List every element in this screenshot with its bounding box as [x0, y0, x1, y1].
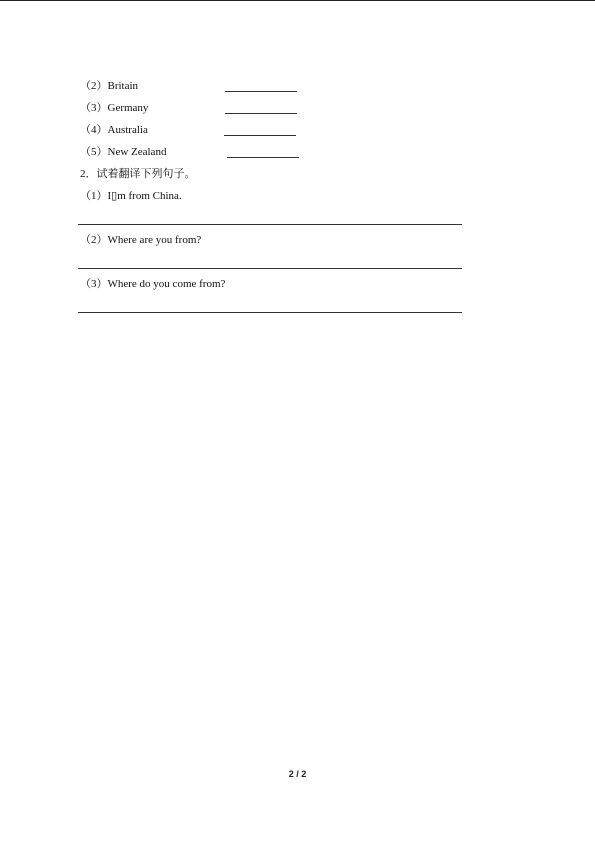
item-number: （1）: [80, 190, 108, 202]
item-text: Australia: [107, 124, 148, 136]
answer-blank-new-zealand[interactable]: [227, 157, 299, 158]
answer-line-3[interactable]: [78, 312, 462, 313]
item-text: New Zealand: [107, 146, 167, 158]
item-number: （5）: [80, 146, 108, 158]
page-top-border: [0, 0, 595, 1]
sentence-3: [80, 278, 225, 291]
item-australia: [80, 124, 148, 137]
item-number: （4）: [80, 124, 108, 136]
sentence-1: [80, 190, 182, 203]
item-britain: [80, 80, 138, 93]
sentence-2: [80, 234, 201, 247]
item-text: Germany: [107, 102, 149, 114]
item-new-zealand: [80, 146, 166, 159]
item-number: （2）: [80, 234, 108, 246]
answer-blank-australia[interactable]: [224, 135, 296, 136]
item-number: （3）: [80, 102, 108, 114]
section-heading: 2．试着翻译下列句子。: [80, 168, 196, 180]
answer-line-1[interactable]: [78, 224, 462, 225]
item-number: （3）: [80, 278, 108, 290]
sentence-text: Where are you from?: [107, 234, 202, 246]
page-number: 2 / 2: [288, 769, 307, 779]
item-text: Britain: [107, 80, 139, 92]
item-number: （2）: [80, 80, 108, 92]
answer-blank-britain[interactable]: [225, 91, 297, 92]
answer-line-2[interactable]: [78, 268, 462, 269]
item-germany: [80, 102, 148, 115]
answer-blank-germany[interactable]: [225, 113, 297, 114]
sentence-text: Where do you come from?: [107, 278, 226, 290]
sentence-text: I▯m from China.: [107, 190, 182, 202]
